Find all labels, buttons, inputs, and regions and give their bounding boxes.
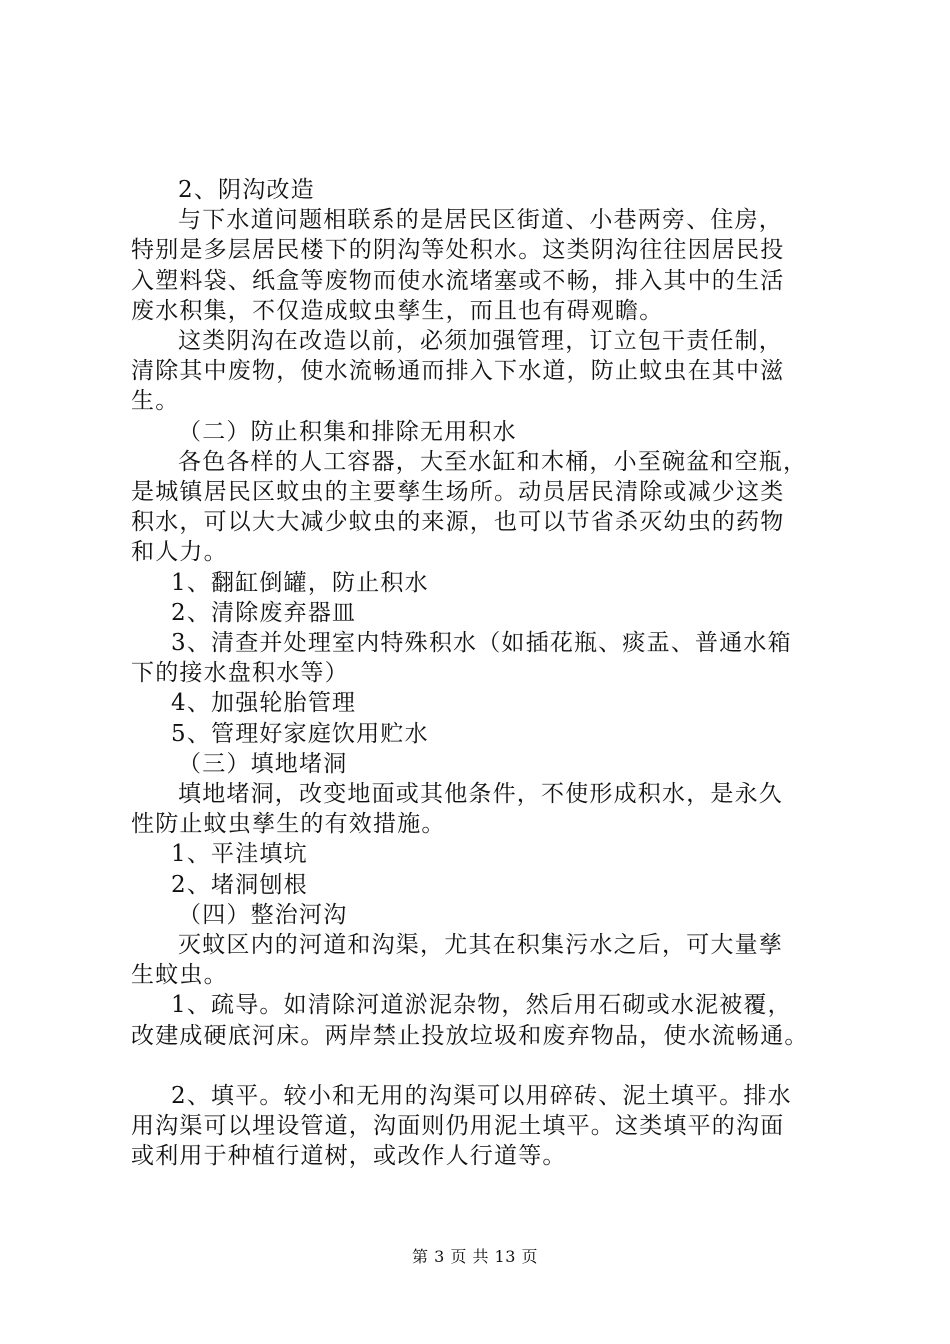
section-heading: （二）防止积集和排除无用积水 — [178, 418, 517, 445]
paragraph-line: 生蚊虫。 — [131, 962, 228, 989]
paragraph-line: 生。 — [131, 388, 180, 415]
list-item-continuation: 或利用于种植行道树，或改作人行道等。 — [131, 1143, 567, 1170]
paragraph-line: 积水，可以大大减少蚊虫的来源，也可以节省杀灭幼虫的药物 — [131, 509, 785, 536]
section-heading: （三）填地堵洞 — [178, 750, 348, 777]
paragraph-line: 是城镇居民区蚊虫的主要孳生场所。动员居民清除或减少这类 — [131, 479, 785, 506]
list-item: 2、清除废弃器皿 — [171, 599, 357, 626]
page-footer: 第 3 页 共 13 页 — [412, 1247, 538, 1266]
list-item-continuation: 用沟渠可以埋设管道，沟面则仍用泥土填平。这类填平的沟面 — [131, 1113, 785, 1140]
paragraph-line: 和人力。 — [131, 539, 228, 566]
paragraph-line: 填地堵洞，改变地面或其他条件，不使形成积水，是永久 — [178, 781, 783, 808]
paragraph-gap — [131, 1051, 851, 1081]
paragraph-line: 特别是多层居民楼下的阴沟等处积水。这类阴沟往往因居民投 — [131, 237, 785, 264]
paragraph-line: 这类阴沟在改造以前，必须加强管理，订立包干责任制， — [178, 328, 783, 355]
list-item: 3、清查并处理室内特殊积水（如插花瓶、痰盂、普通水箱 — [171, 630, 792, 657]
list-item-continuation: 改建成硬底河床。两岸禁止投放垃圾和废弃物品，使水流畅通。 — [131, 1022, 809, 1049]
section-heading: （四）整治河沟 — [178, 901, 348, 928]
section-heading: 2、阴沟改造 — [178, 177, 315, 203]
paragraph-line: 废水积集，不仅造成蚊虫孳生，而且也有碍观瞻。 — [131, 297, 664, 324]
paragraph-line: 性防止蚊虫孳生的有效措施。 — [131, 811, 446, 838]
paragraph-line: 灭蚊区内的河道和沟渠，尤其在积集污水之后，可大量孳 — [178, 932, 783, 959]
document-body — [131, 175, 851, 1172]
list-item: 4、加强轮胎管理 — [171, 690, 357, 717]
paragraph-line: 各色各样的人工容器，大至水缸和木桶，小至碗盆和空瓶， — [178, 448, 808, 475]
list-item: 1、疏导。如清除河道淤泥杂物，然后用石砌或水泥被覆， — [171, 992, 792, 1019]
list-item: 2、填平。较小和无用的沟渠可以用碎砖、泥土填平。排水 — [171, 1083, 792, 1110]
list-item: 1、翻缸倒罐，防止积水 — [171, 569, 429, 596]
paragraph-line: 与下水道问题相联系的是居民区街道、小巷两旁、住房， — [178, 207, 783, 234]
list-item: 1、平洼填坑 — [171, 841, 308, 868]
list-item-continuation: 下的接水盘积水等） — [131, 660, 349, 687]
paragraph-line: 入塑料袋、纸盒等废物而使水流堵塞或不畅，排入其中的生活 — [131, 267, 785, 294]
paragraph-line: 清除其中废物，使水流畅通而排入下水道，防止蚊虫在其中滋 — [131, 358, 785, 385]
list-item: 2、堵洞刨根 — [171, 871, 308, 898]
list-item: 5、管理好家庭饮用贮水 — [171, 720, 429, 747]
